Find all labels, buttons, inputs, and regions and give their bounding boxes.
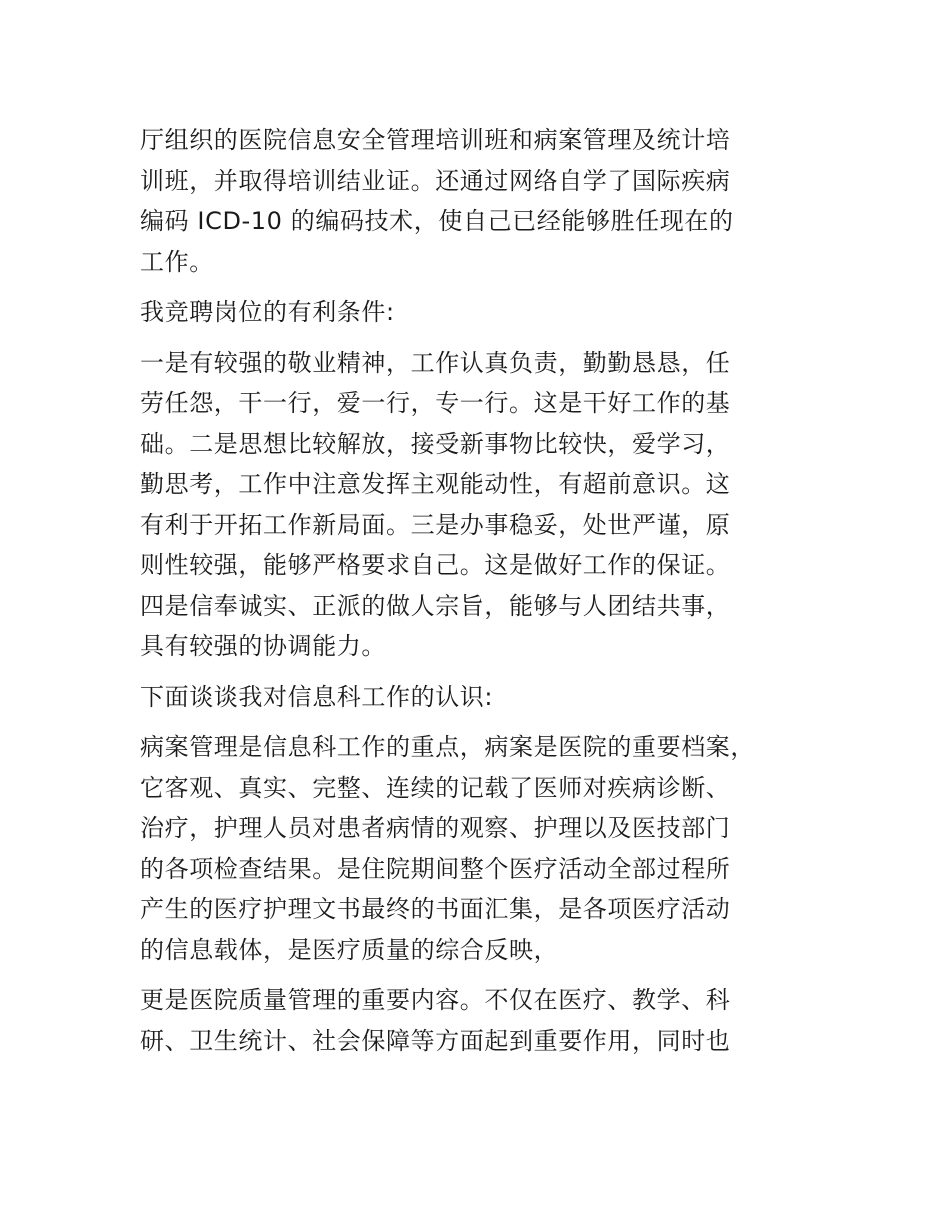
text-line: 训班，并取得培训结业证。还通过网络自学了国际疾病 <box>140 166 731 195</box>
paragraph-medical-records <box>140 727 820 970</box>
paragraph-quality-management <box>140 980 820 1061</box>
text-line: 础。二是思想比较解放，接受新事物比较快，爱学习， <box>140 429 731 458</box>
text-line: 的各项检查结果。是住院期间整个医疗活动全部过程所 <box>140 854 731 883</box>
paragraph-heading-understanding <box>140 677 820 718</box>
text-line: 更是医院质量管理的重要内容。不仅在医疗、教学、科 <box>140 986 731 1014</box>
text-line: 则性较强，能够严格要求自己。这是做好工作的保证。 <box>140 551 731 579</box>
paragraph-heading-conditions <box>140 292 820 333</box>
section-heading: 我竞聘岗位的有利条件: <box>140 298 395 326</box>
text-line: 劳任怨，干一行，爱一行，专一行。这是干好工作的基 <box>140 389 731 417</box>
text-line: 产生的医疗护理文书最终的书面汇集，是各项医疗活动 <box>140 895 731 923</box>
paragraph-conditions <box>140 343 820 667</box>
text-line: 一是有较强的敬业精神，工作认真负责，勤勤恳恳，任 <box>140 348 731 377</box>
text-line: 四是信奉诚实、正派的做人宗旨，能够与人团结共事， <box>140 591 731 620</box>
text-line: 勤思考，工作中注意发挥主观能动性，有超前意识。这 <box>140 470 731 498</box>
text-line: 研、卫生统计、社会保障等方面起到重要作用，同时也 <box>140 1026 731 1055</box>
text-line: 编码 ICD-10 的编码技术，使自己已经能够胜任现在的 <box>140 207 734 235</box>
text-line: 的信息载体，是医疗质量的综合反映， <box>140 935 559 964</box>
text-line: 具有较强的协调能力。 <box>140 632 386 660</box>
text-line: 它客观、真实、完整、连续的记载了医师对疾病诊断、 <box>140 773 731 802</box>
text-line: 工作。 <box>140 247 214 276</box>
text-line: 病案管理是信息科工作的重点，病案是医院的重要档案， <box>140 733 755 761</box>
text-line: 有利于开拓工作新局面。三是办事稳妥，处世严谨，原 <box>140 510 731 539</box>
text-line: 厅组织的医院信息安全管理培训班和病案管理及统计培 <box>140 126 731 154</box>
text-line: 治疗，护理人员对患者病情的观察、护理以及医技部门 <box>140 814 731 842</box>
section-heading: 下面谈谈我对信息科工作的认识: <box>140 682 494 711</box>
document-body <box>140 120 820 1071</box>
paragraph-training <box>140 120 820 282</box>
